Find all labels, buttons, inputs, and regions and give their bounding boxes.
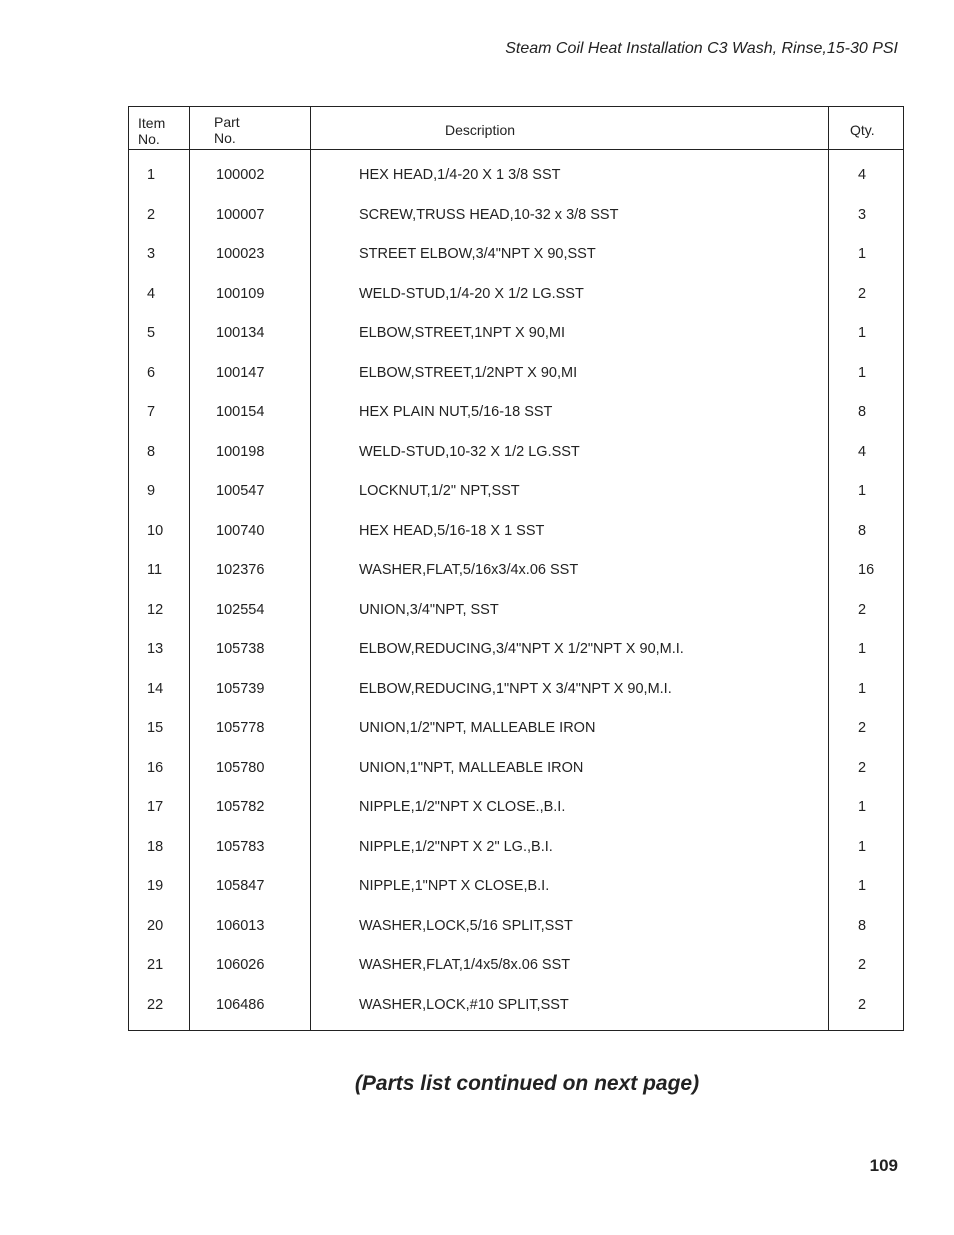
part-number: 102554 (216, 601, 265, 618)
item-number: 7 (147, 404, 156, 420)
part-number: 100134 (216, 325, 265, 341)
item-number: 17 (147, 799, 164, 815)
item-number: 19 (147, 878, 164, 894)
part-description: STREET ELBOW,3/4"NPT X 90,SST (359, 246, 596, 262)
quantity: 1 (858, 641, 867, 657)
quantity: 1 (858, 325, 867, 341)
table-row (129, 284, 903, 304)
part-description: UNION,3/4"NPT, SST (359, 601, 499, 618)
table-row (129, 837, 903, 857)
quantity: 2 (858, 720, 867, 736)
item-number: 21 (147, 957, 164, 973)
part-description: UNION,1"NPT, MALLEABLE IRON (359, 759, 584, 776)
item-number: 15 (147, 720, 164, 736)
table-row (129, 639, 903, 659)
part-number: 105739 (216, 680, 265, 697)
table-row (129, 955, 903, 975)
table-row (129, 521, 903, 541)
part-number: 105782 (216, 799, 265, 815)
part-description: WELD-STUD,1/4-20 X 1/2 LG.SST (359, 285, 584, 302)
part-number: 106486 (216, 996, 265, 1013)
table-row (129, 916, 903, 936)
quantity: 2 (858, 759, 867, 776)
table-row (129, 876, 903, 896)
item-number: 13 (147, 641, 164, 657)
part-number: 100198 (216, 443, 265, 460)
part-description: WASHER,LOCK,5/16 SPLIT,SST (359, 917, 573, 934)
table-row (129, 402, 903, 422)
item-number: 5 (147, 325, 156, 341)
part-description: WELD-STUD,10-32 X 1/2 LG.SST (359, 443, 580, 460)
header-qty: Qty. (850, 122, 875, 138)
quantity: 3 (858, 206, 867, 223)
table-row (129, 165, 903, 185)
quantity: 1 (858, 799, 867, 815)
table-row (129, 600, 903, 620)
table-row (129, 481, 903, 501)
part-number: 105738 (216, 641, 265, 657)
part-description: LOCKNUT,1/2" NPT,SST (359, 483, 520, 499)
table-row (129, 560, 903, 580)
quantity: 2 (858, 957, 867, 973)
part-number: 100109 (216, 285, 265, 302)
part-description: NIPPLE,1/2"NPT X 2" LG.,B.I. (359, 838, 553, 855)
part-description: ELBOW,STREET,1NPT X 90,MI (359, 325, 566, 341)
part-number: 105783 (216, 838, 265, 855)
quantity: 8 (858, 522, 867, 539)
part-description: WASHER,FLAT,1/4x5/8x.06 SST (359, 957, 571, 973)
table-row (129, 442, 903, 462)
quantity: 1 (858, 680, 867, 697)
header-part-no: Part No. (214, 114, 240, 146)
quantity: 1 (858, 838, 867, 855)
table-row (129, 244, 903, 264)
part-number: 100154 (216, 404, 265, 420)
part-number: 105780 (216, 759, 265, 776)
part-description: NIPPLE,1"NPT X CLOSE,B.I. (359, 878, 550, 894)
item-number: 16 (147, 759, 164, 776)
quantity: 1 (858, 364, 867, 381)
item-number: 14 (147, 680, 164, 697)
part-number: 102376 (216, 562, 265, 578)
part-description: NIPPLE,1/2"NPT X CLOSE.,B.I. (359, 799, 566, 815)
quantity: 16 (858, 562, 875, 578)
item-number: 3 (147, 246, 156, 262)
quantity: 4 (858, 167, 867, 183)
item-number: 2 (147, 206, 156, 223)
quantity: 1 (858, 878, 867, 894)
part-description: ELBOW,REDUCING,3/4"NPT X 1/2"NPT X 90,M.I. (359, 641, 684, 657)
table-row (129, 718, 903, 738)
part-description: HEX HEAD,5/16-18 X 1 SST (359, 522, 545, 539)
header-divider (129, 149, 903, 150)
item-number: 10 (147, 522, 164, 539)
quantity: 4 (858, 443, 867, 460)
part-description: ELBOW,STREET,1/2NPT X 90,MI (359, 364, 578, 381)
table-row (129, 797, 903, 817)
continued-note: (Parts list continued on next page) (354, 1072, 700, 1095)
part-number: 100023 (216, 246, 265, 262)
quantity: 2 (858, 285, 867, 302)
part-number: 100007 (216, 206, 265, 223)
item-number: 6 (147, 364, 156, 381)
part-description: ELBOW,REDUCING,1"NPT X 3/4"NPT X 90,M.I. (359, 680, 672, 697)
part-number: 100547 (216, 483, 265, 499)
part-number: 100147 (216, 364, 265, 381)
page-number: 109 (869, 1156, 898, 1175)
part-description: SCREW,TRUSS HEAD,10-32 x 3/8 SST (359, 206, 619, 223)
item-number: 12 (147, 601, 164, 618)
page-header-title: Steam Coil Heat Installation C3 Wash, Rinse,15-30 PSI (505, 40, 898, 57)
item-number: 22 (147, 996, 164, 1013)
table-row (129, 205, 903, 225)
item-number: 1 (147, 167, 156, 183)
table-row (129, 679, 903, 699)
table-row (129, 995, 903, 1015)
quantity: 1 (858, 483, 867, 499)
quantity: 8 (858, 404, 867, 420)
item-number: 9 (147, 483, 156, 499)
header-item-no: Item No. (138, 115, 166, 147)
table-row (129, 363, 903, 383)
table-row (129, 758, 903, 778)
item-number: 20 (147, 917, 164, 934)
quantity: 2 (858, 601, 867, 618)
parts-table (128, 106, 904, 1031)
item-number: 4 (147, 285, 156, 302)
item-number: 11 (147, 562, 163, 578)
part-number: 100002 (216, 167, 265, 183)
quantity: 8 (858, 917, 867, 934)
part-number: 106013 (216, 917, 265, 934)
item-number: 8 (147, 443, 156, 460)
part-number: 106026 (216, 957, 265, 973)
quantity: 1 (858, 246, 867, 262)
part-number: 105778 (216, 720, 265, 736)
item-number: 18 (147, 838, 164, 855)
part-number: 100740 (216, 522, 265, 539)
part-description: HEX PLAIN NUT,5/16-18 SST (359, 404, 553, 420)
part-description: WASHER,FLAT,5/16x3/4x.06 SST (359, 562, 579, 578)
part-description: HEX HEAD,1/4-20 X 1 3/8 SST (359, 167, 561, 183)
quantity: 2 (858, 996, 867, 1013)
part-number: 105847 (216, 878, 265, 894)
header-description: Description (445, 122, 516, 138)
table-row (129, 323, 903, 343)
part-description: UNION,1/2"NPT, MALLEABLE IRON (359, 720, 596, 736)
part-description: WASHER,LOCK,#10 SPLIT,SST (359, 996, 569, 1013)
